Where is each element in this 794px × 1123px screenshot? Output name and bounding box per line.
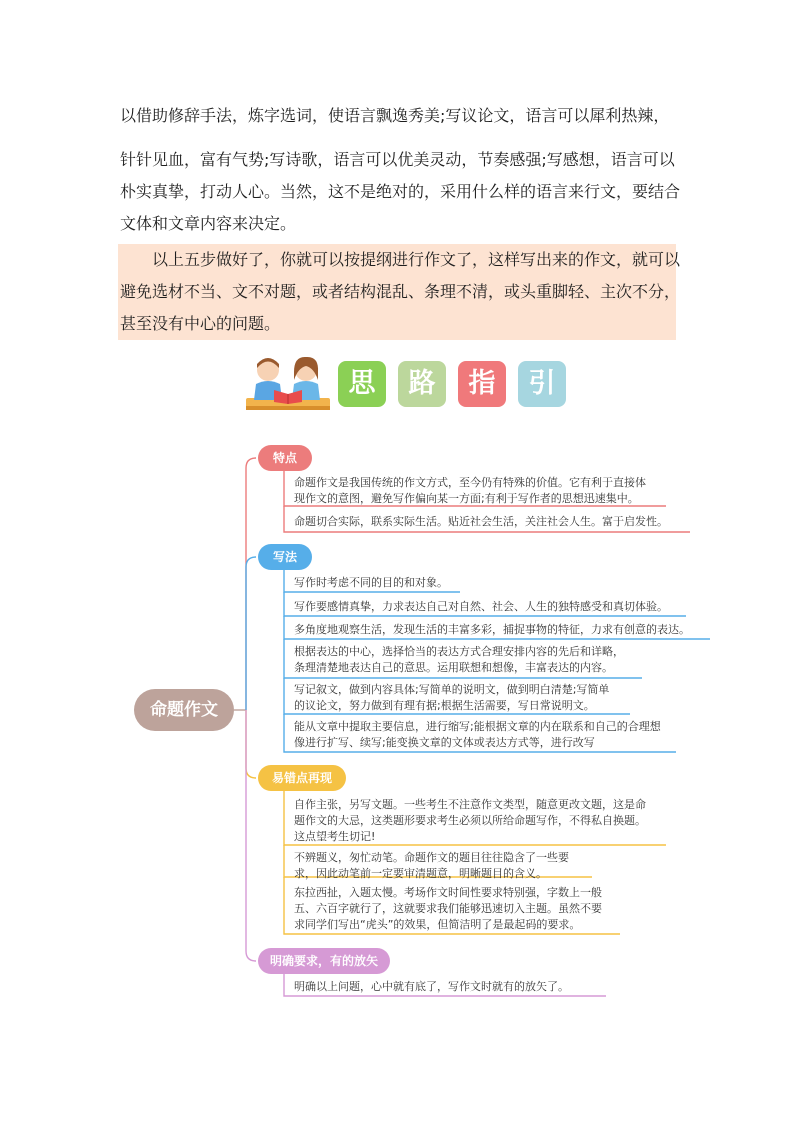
- mindmap-item: [294, 797, 646, 845]
- item-line: 的议论文，努力做到有理有据;根据生活需要，写日常说明文。: [294, 699, 595, 712]
- mindmap-item: [294, 644, 624, 676]
- item-line: 像进行扩写、续写;能变换文章的文体或表达方式等，进行改写: [294, 736, 595, 749]
- paragraph-line: 文体和文章内容来决定。: [120, 214, 297, 233]
- mindmap-item: [294, 475, 646, 507]
- banner-tile: 路: [398, 361, 446, 407]
- item-line: 命题作文是我国传统的作文方式，至今仍有特殊的价值。它有利于直接体: [294, 476, 646, 489]
- item-line: 求，因此动笔前一定要审清题意，明晰题目的含义。: [294, 867, 547, 880]
- item-line: 条理清楚地表达自己的意思。运用联想和想像，丰富表达的内容。: [294, 661, 613, 674]
- item-line: 求同学们写出“虎头”的效果，但简洁明了是最起码的要求。: [294, 918, 581, 931]
- category-common-errors: 易错点再现: [258, 765, 346, 791]
- category-features: 特点: [258, 445, 312, 471]
- mindmap-item: [294, 514, 668, 530]
- item-line: 五、六百字就行了，这就要求我们能够迅速切入主题。虽然不要: [294, 902, 602, 915]
- item-line: 不辨题义，匆忙动笔。命题作文的题目往往隐含了一些要: [294, 851, 569, 864]
- item-line: 自作主张，另写文题。一些考生不注意作文类型，随意更改文题，这是命: [294, 798, 646, 811]
- mindmap-item: [294, 850, 569, 882]
- mindmap-item: [294, 575, 448, 591]
- paragraph-line: 甚至没有中心的问题。: [120, 314, 281, 333]
- mindmap-item: [294, 682, 609, 714]
- item-line: 写作要感情真挚，力求表达自己对自然、社会、人生的独特感受和真切体验。: [294, 600, 668, 613]
- mindmap-item: [294, 979, 569, 995]
- item-line: 多角度地观察生活，发现生活的丰富多彩，捕捉事物的特征，力求有创意的表达。: [294, 623, 690, 636]
- banner-tile: 指: [458, 361, 506, 407]
- item-line: 现作文的意图，避免写作偏向某一方面;有利于写作者的思想迅速集中。: [294, 492, 639, 505]
- paragraph-line: 朴实真挚，打动人心。当然，这不是绝对的，采用什么样的语言来行文，要结合: [120, 182, 681, 201]
- category-clear-requirements: 明确要求，有的放矢: [258, 948, 390, 974]
- item-line: 明确以上问题，心中就有底了，写作文时就有的放矢了。: [294, 980, 569, 993]
- category-writing-method: 写法: [258, 544, 312, 570]
- item-line: 写作时考虑不同的目的和对象。: [294, 576, 448, 589]
- paragraph-line: 以上五步做好了，你就可以按提纲进行作文了，这样写出来的作文，就可以: [120, 250, 681, 269]
- banner-tile: 引: [518, 361, 566, 407]
- item-line: 东拉西扯，入题太慢。考场作文时间性要求特别强，字数上一般: [294, 886, 602, 899]
- mindmap-item: [294, 719, 661, 751]
- item-line: 根据表达的中心，选择恰当的表达方式合理安排内容的先后和详略，: [294, 645, 624, 658]
- item-line: 命题切合实际，联系实际生活。贴近社会生活，关注社会人生。富于启发性。: [294, 515, 668, 528]
- paragraph-line: 避免选材不当、文不对题，或者结构混乱、条理不清，或头重脚轻、主次不分，: [120, 282, 681, 301]
- item-line: 写记叙文，做到内容具体;写简单的说明文，做到明白清楚;写简单: [294, 683, 610, 696]
- item-line: 题作文的大忌，这类题形要求考生必须以所给命题写作，不得私自换题。: [294, 814, 646, 827]
- mindmap-item: [294, 885, 602, 933]
- item-line: 这点望考生切记!: [294, 830, 376, 843]
- mindmap-root: 命题作文: [134, 689, 234, 731]
- item-line: 能从文章中提取主要信息，进行缩写;能根据文章的内在联系和自己的合理想: [294, 720, 661, 733]
- mindmap-item: [294, 622, 690, 638]
- banner-tile: 思: [338, 361, 386, 407]
- mindmap-item: [294, 599, 668, 615]
- paragraph-line: 以借助修辞手法，炼字选词，使语言飘逸秀美;写议论文，语言可以犀利热辣，: [120, 106, 670, 125]
- paragraph-line: 针针见血，富有气势;写诗歌，语言可以优美灵动，节奏感强;写感想，语言可以: [120, 150, 675, 169]
